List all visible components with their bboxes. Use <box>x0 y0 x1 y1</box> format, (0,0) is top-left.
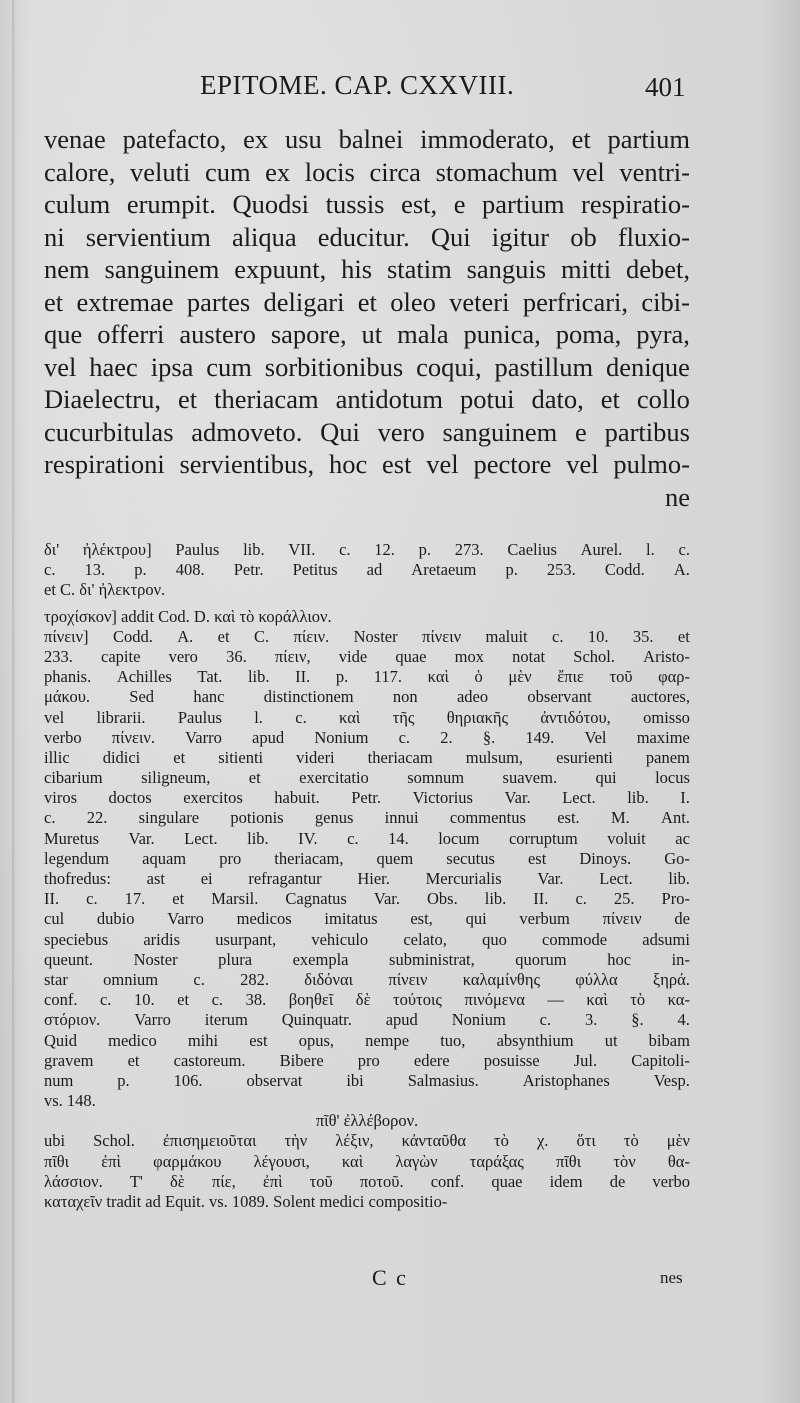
note-line: legendum aquam pro theriacam, quem secutus est Dinoys. Go- <box>44 848 690 868</box>
note-line: star omnium c. 282. διδόναι πίνειν καλαμίνθης φύλλα ξηρά. <box>44 969 690 989</box>
main-text-block <box>44 123 690 513</box>
note-line: c. 22. singulare potionis genus innui commentus est. M. Ant. <box>44 808 690 828</box>
note-line: πῖθι ἐπὶ φαρμάκου λέγουσι, καὶ λαγὼν ταράξας πῖθι τὸν θα- <box>44 1151 690 1171</box>
note-line: II. c. 17. et Marsil. Cagnatus Var. Obs. lib. II. c. 25. Pro- <box>44 889 690 909</box>
note-line: et C. δι' ἠλεκτρον. <box>44 580 166 600</box>
main-text-line: culum erumpit. Quodsi tussis est, e partium respiratio- <box>44 189 690 219</box>
note-line: Muretus Var. Lect. lib. IV. c. 14. locum corruptum voluit ac <box>44 828 690 848</box>
note-line: πίνειν] Codd. A. et C. πίειν. Noster πίνειν maluit c. 10. 35. et <box>44 626 690 646</box>
main-text-line: venae patefacto, ex usu balnei immoderato, et partium <box>44 124 690 154</box>
main-text-line: respirationi servientibus, hoc est vel pectore vel pulmo- <box>44 449 690 479</box>
note-line: τροχίσκον] addit Cod. D. καὶ τὸ κοράλλιον. <box>44 606 332 626</box>
note-line: μάκου. Sed hanc distinctionem non adeo observant auctores, <box>44 687 690 707</box>
main-text-line: cucurbitulas admoveto. Qui vero sanguinem e partibus <box>44 416 690 447</box>
main-text-line: que offerri austero sapore, ut mala punica, poma, pyra, <box>44 319 690 349</box>
note-line: speciebus aridis usurpant, vehiculo celato, quo commode adsumi <box>44 929 690 949</box>
signature-mark: C c <box>372 1265 408 1290</box>
main-text-line: nem sanguinem expuunt, his statim sanguis mitti debet, <box>44 254 690 284</box>
note-line: vs. 148. <box>44 1091 96 1111</box>
note-line: num p. 106. observat ibi Salmasius. Aristophanes Vesp. <box>44 1070 690 1090</box>
note-line: cibarium siligneum, et exercitatio somnum suavem. qui locus <box>44 768 690 788</box>
catchword: nes <box>660 1268 683 1287</box>
note-line: gravem et castoreum. Bibere pro edere posuisse Jul. Capitoli- <box>44 1050 690 1070</box>
main-text-line: ni servientium aliqua educitur. Qui igitur ob fluxio- <box>44 221 690 252</box>
note-line: verbo πίνειν. Varro apud Nonium c. 2. §. 149. Vel maxime <box>44 727 690 747</box>
note-line: στόριον. Varro iterum Quinquatr. apud Nonium c. 3. §. 4. <box>44 1010 690 1030</box>
main-text-line: calore, veluti cum ex locis circa stomachum vel ventri- <box>44 156 690 187</box>
main-text-line: et extremae partes deligari et oleo veteri perfricari, cibi- <box>44 286 690 317</box>
note-line: illic didici et sitienti videri theriacam mulsum, esurienti panem <box>44 747 690 767</box>
note-line: phanis. Achilles Tat. lib. II. p. 117. καὶ ὁ μὲν ἔπιε τοῦ φαρ- <box>44 667 690 687</box>
running-head: EPITOME. CAP. CXXVIII. <box>200 70 515 100</box>
note-line: cul dubio Varro medicos imitatus est, qui verbum πίνειν de <box>44 909 690 929</box>
note-line: c. 13. p. 408. Petr. Petitus ad Aretaeum p. 253. Codd. A. <box>44 560 690 580</box>
note-line: πῖθ' ἐλλέβορον. <box>315 1111 419 1131</box>
main-text-line: ne <box>664 481 690 512</box>
main-text-line: vel haec ipsa cum sorbitionibus coqui, pastillum denique <box>44 351 690 382</box>
note-line: queunt. Noster plura exempla subministrat, quorum hoc in- <box>44 949 690 969</box>
page-header <box>0 70 800 110</box>
note-line: Quid medico mihi est opus, nempe tuo, absynthium ut bibam <box>44 1030 690 1050</box>
note-line: thofredus: ast ei refragantur Hier. Mercurialis Var. Lect. lib. <box>44 869 690 888</box>
footnotes-block <box>44 540 690 1212</box>
note-line: καταχεῖν tradit ad Equit. vs. 1089. Solent medici compositio- <box>44 1192 448 1211</box>
note-line: δι' ἠλέκτρου] Paulus lib. VII. c. 12. p. 273. Caelius Aurel. l. c. <box>44 540 690 559</box>
note-line: vel librarii. Paulus l. c. καὶ τῆς θηριακῆς ἀντιδότου, omisso <box>44 707 690 727</box>
note-line: viros doctos exercitos habuit. Petr. Victorius Var. Lect. lib. I. <box>44 788 690 808</box>
note-line: ubi Schol. ἐπισημειοῦται τὴν λέξιν, κἀνταῦθα τὸ χ. ὅτι τὸ μὲν <box>44 1131 690 1151</box>
note-line: λάσσιον. Τ' δὲ πίε, ἐπὶ τοῦ ποτοῦ. conf. quae idem de verbo <box>44 1171 690 1191</box>
page-number: 401 <box>645 72 686 102</box>
note-line: 233. capite vero 36. πίειν, vide quae mox notat Schol. Aristo- <box>44 646 690 666</box>
note-line: conf. c. 10. et c. 38. βοηθεῖ δὲ τούτοις πινόμενα — καὶ τὸ κα- <box>44 990 690 1010</box>
page-fold-shadow <box>12 0 16 1403</box>
main-text-line: Diaelectru, et theriacam antidotum potui dato, et collo <box>44 384 690 414</box>
